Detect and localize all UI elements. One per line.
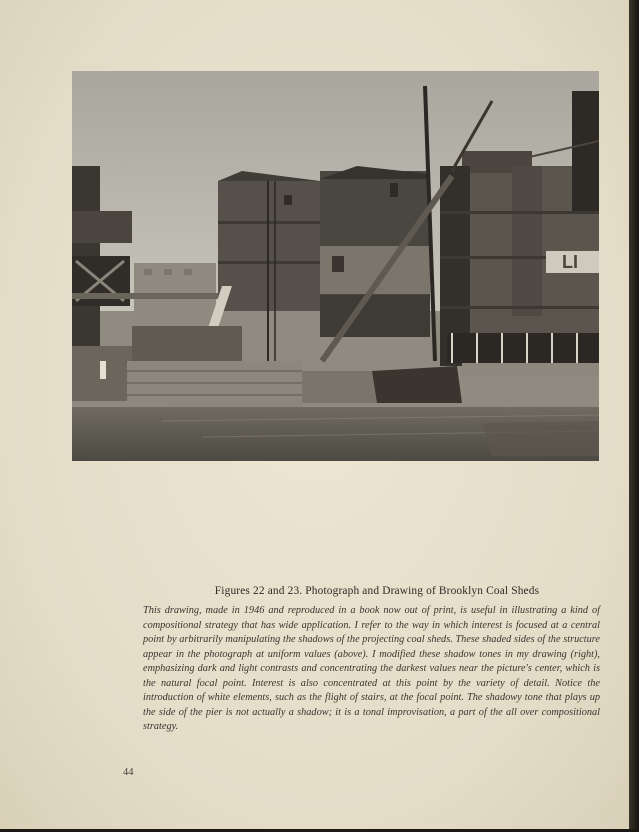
photo-sign-text: LI [562,252,578,272]
page-number: 44 [123,767,134,778]
figure-caption: Figures 22 and 23. Photograph and Drawing of Brooklyn Coal Sheds [214,585,540,597]
brooklyn-coal-sheds-photograph [72,71,599,461]
page-edge-shadow [629,0,639,832]
body-text: This drawing, made in 1946 and reproduced in a book now out of print, is useful in illustrating a kind of compositional strategy that has wide application. I refer to the way in which interest is focused at a central point by arbitrarily manipulating the shadows of the projecting coal sheds. These shaded sides of the structure appear in the photograph at uniform values (above). I modified these shadow tones in my drawing (right), emphasizing dark and light contrasts and concentrating the darkest values near the picture's center, which is the natural focal point. Interest is also concentrated at this point by the variety of detail. Notice the introduction of white elements, such as the flight of stairs, at the focal point. The shadowy tone that plays up the side of the pier is not actually a shadow; it is a tonal improvisation, a part of the all over compositional strategy. [143,605,600,732]
